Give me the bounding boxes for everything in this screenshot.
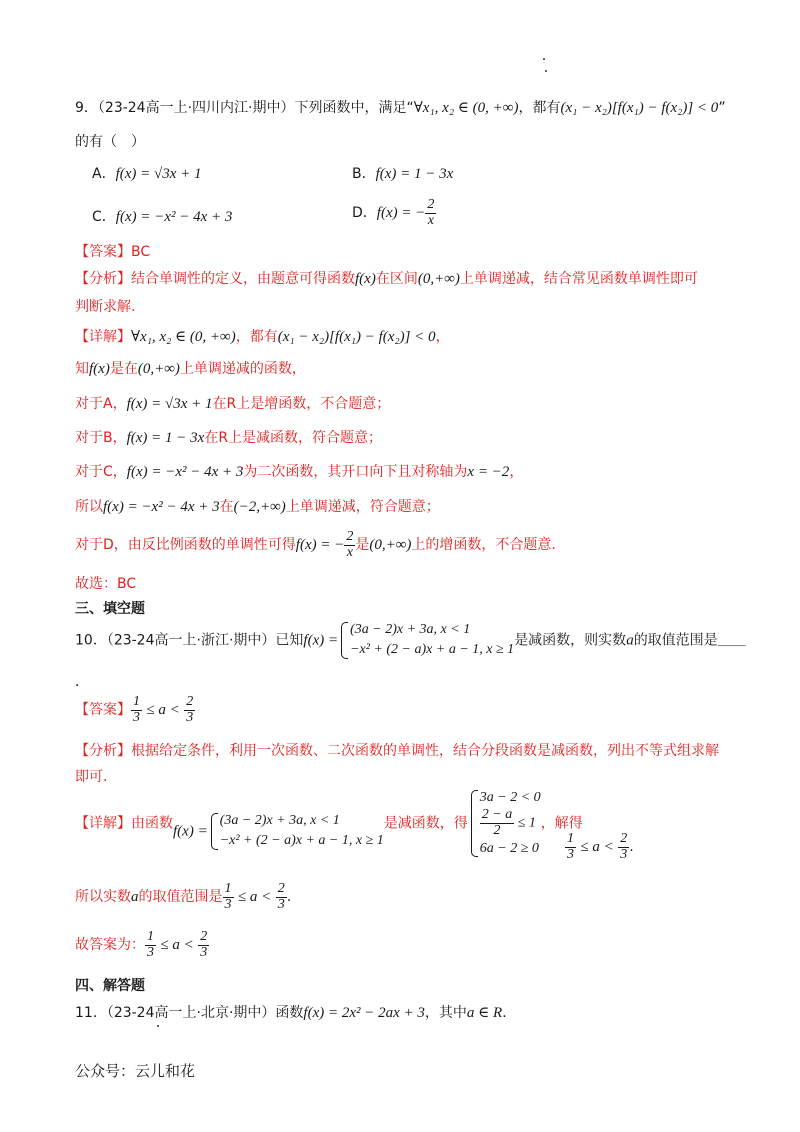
q10-detail-result: $\frac{1}{3}$ ≤ a < $\frac{2}{3}$ . <box>567 831 634 862</box>
q9-detail: 【详解】∀x₁, x₂ ∈ (0, +∞)，都有(x₁ − x₂)[f(x₁) − f(x₂)] < 0， <box>75 329 450 345</box>
q9-stem: 9．（23-24高一上·四川内江·期中）下列函数中，满足“∀x₁, x₂ ∈ (0, +∞)，都有(x₁ − x₂)[f(x₁) − f(x₂)] < 0” <box>75 100 726 116</box>
q10-final: 故答案为： $\frac{1}{3}$ ≤ a < $\frac{2}{3}$ <box>75 929 208 960</box>
q9-detail-c: 对于C，f(x) = −x² − 4x + 3为二次函数，其开口向下且对称轴为x = −2， <box>75 464 524 480</box>
footer-watermark: 公众号：云儿和花 <box>75 1062 196 1080</box>
q9-stem-line2: 的有（ ） <box>75 134 145 150</box>
q9-detail-so: 所以f(x) = −x² − 4x + 3在(−2,+∞)上单调递减，符合题意； <box>75 499 440 515</box>
q9-answer: 【答案】BC <box>75 244 151 260</box>
speck-mark <box>157 1025 159 1027</box>
speck-mark <box>543 58 545 60</box>
q10-detail: 【详解】由函数f(x) = (3a − 2)x + 3a, x < 1 −x² + (2 − a)x + a − 1, x ≥ 1 是减函数，得 3a − 2 < 0 $\frac{2 - a}{2}$ ≤ 1 6a − 2 ≥ 0 ，解得 <box>75 788 583 859</box>
section-heading-answer: 四、解答题 <box>75 978 145 994</box>
q10-analysis-line2: 即可. <box>75 769 108 785</box>
q9-analysis: 【分析】结合单调性的定义，由题意可得函数f(x)在区间(0,+∞)上单调递减，结合常见函数单调性即可 <box>75 271 698 287</box>
q10-stem: 10．（23-24高一上·浙江·期中）已知f(x) = (3a − 2)x + 3a, x < 1 −x² + (2 − a)x + a − 1, x ≥ 1 是减函数，则实数a的取值范围是＿＿ <box>75 620 746 661</box>
q9-detail-a: 对于A，f(x) = √3x + 1在R上是增函数，不合题意； <box>75 396 391 412</box>
q9-option-b: B．f(x) = 1 − 3x <box>352 166 454 182</box>
q9-detail-d: 对于D，由反比例函数的单调性可得f(x) = − $\frac{2}{x}$ 是(0,+∞)上的增函数，不合题意. <box>75 529 556 560</box>
q10-stem-line2: ． <box>75 674 89 690</box>
q10-answer: 【答案】 $\frac{1}{3}$ ≤ a < $\frac{2}{3}$ <box>75 694 194 725</box>
q9-analysis-line2: 判断求解. <box>75 299 136 315</box>
q10-analysis: 【分析】根据给定条件，利用一次函数、二次函数的单调性，结合分段函数是减函数，列出不等式组求解 <box>75 743 719 759</box>
q9-final: 故选：BC <box>75 576 137 592</box>
q9-option-c: C．f(x) = −x² − 4x + 3 <box>92 209 233 225</box>
q9-option-d: D．f(x) = − $\frac{2}{x}$ <box>352 197 435 228</box>
q11-stem: 11．（23-24高一上·北京·期中）函数f(x) = 2x² − 2ax + 3，其中a ∈ R． <box>75 1005 517 1021</box>
speck-mark <box>545 70 547 72</box>
q9-detail-b: 对于B，f(x) = 1 − 3x在R上是减函数，符合题意； <box>75 430 383 446</box>
q10-so: 所以实数a的取值范围是 $\frac{1}{3}$ ≤ a < $\frac{2}{3}$ . <box>75 881 292 912</box>
q9-detail-know: 知f(x)是在(0,+∞)上单调递减的函数， <box>75 361 306 377</box>
q9-option-a: A．f(x) = √3x + 1 <box>92 166 202 182</box>
section-heading-fill-in: 三、填空题 <box>75 601 145 617</box>
